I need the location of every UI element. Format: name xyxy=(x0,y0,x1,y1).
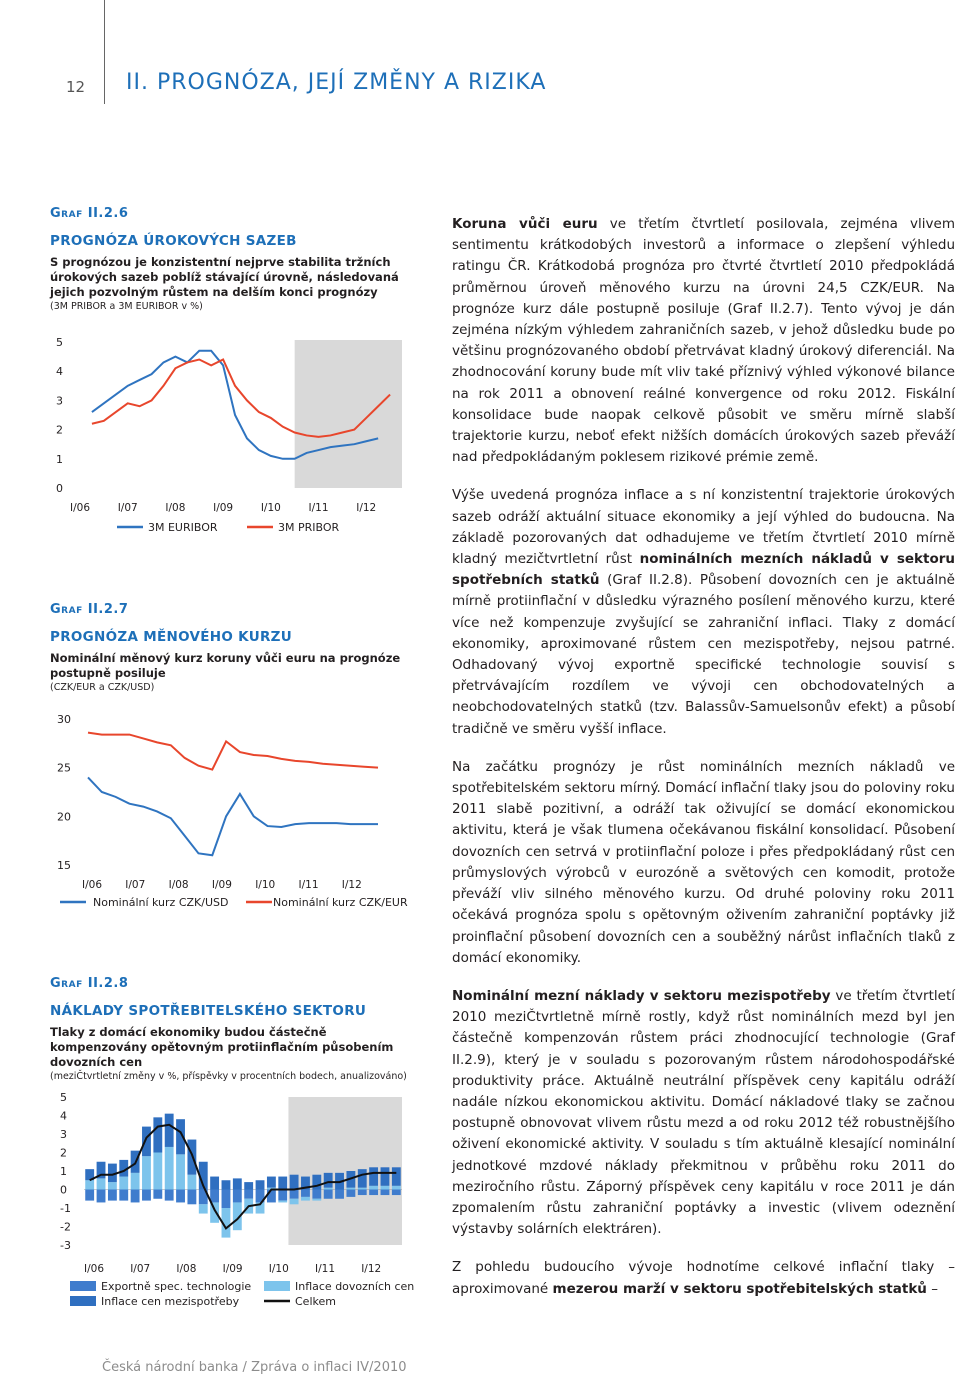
bar-segment xyxy=(278,1201,287,1203)
y-tick-label: 1 xyxy=(60,1165,67,1178)
bar-segment xyxy=(142,1190,151,1201)
bar-segment xyxy=(97,1178,106,1189)
y-tick-label: 5 xyxy=(60,1091,67,1104)
x-tick-label: I/06 xyxy=(70,502,90,514)
bar-segment xyxy=(267,1177,276,1188)
section-title: II. PROGNÓZA, JEJÍ ZMĚNY A RIZIKA xyxy=(126,70,547,95)
bar-segment xyxy=(165,1147,174,1190)
y-tick-label: 4 xyxy=(60,1109,67,1123)
y-tick-label: 0 xyxy=(56,482,63,495)
x-tick-label: I/09 xyxy=(213,502,234,514)
bar-segment xyxy=(187,1190,196,1205)
bar-segment xyxy=(369,1190,378,1196)
legend-label: Nominální kurz CZK/EUR xyxy=(273,896,408,909)
bar-segment xyxy=(176,1190,185,1203)
x-tick-label: I/08 xyxy=(165,502,186,514)
y-tick-label: 3 xyxy=(60,1128,67,1141)
figure-unit: (CZK/EUR a CZK/USD) xyxy=(50,682,155,693)
x-tick-label: I/08 xyxy=(176,1263,197,1275)
bar-segment xyxy=(392,1167,401,1186)
bar-segment xyxy=(290,1175,299,1190)
paragraph: Nominální mezní náklady v sektoru mezispotřeby ve třetím čtvrtletí 2010 meziČtvrtletně mírně rostly, když růst nominálních mezd byl jen částečně kompenzován růstem práci zhodnocující technologie (Graf II.2.9), který je v souladu s pozorovaným růstem národohospodářské produktivity práce. Aktuálně neutrální příspěvek ceny kapitálu odráží nadále nízkou ekonomickou aktivitu. Domácí nákladové tlaky se začnou postupně obnovovat vlivem růstu mezd a od roku 2012 též robustnějšího oživení ekonomické aktivity. V souladu s tím aktuálně klesající nominální jednotkové mzdové náklady překmitnou v průběhu roku 2011 do meziročního růstu. Záporný příspěvek ceny kapitálu v roce 2011 je dán zpomalením růstu zahraniční poptávky a investic (vlivem odeznění výstavby solárních elektráren). xyxy=(452,987,955,1238)
paragraph: Koruna vůči euru ve třetím čtvrtletí posilovala, zejména vlivem sentimentu krátkodobých investorů a informace o zlepšení výhledu ratingu ČR. Krátkodobá prognóza pro čtvrté čtvrtletí 2010 předpokládá průměrnou úroveň měnového kurzu na úrovni 24,5 CZK/EUR. Na prognóze kurz dále postupně posiluje (Graf II.2.7). Tento vývoj je dán zejména nízkým výhledem zahraničních sazeb, v jehož důsledku bude po většinu prognózovaného období přetrvávat kladný úrokový diferenciál. Na zhodnocování koruny bude mít vliv také příznivý výhled výkonové bilance na rok 2011 a obnovení reálné konvergence od roku 2012. Fiskální konsolidace bude naopak celkově působit ve směru mírně slabší trajektorie kurzu, neboť efekt nižších domácích úrokových sazeb převáží nad předpokládaným poklesem rizikové prémie země. xyxy=(452,216,955,466)
legend-label: Celkem xyxy=(295,1295,336,1308)
bar-segment xyxy=(392,1186,401,1190)
forecast-shading xyxy=(295,340,402,488)
x-tick-label: I/07 xyxy=(125,879,146,891)
bar-segment xyxy=(222,1180,231,1189)
footer: Česká národní banka / Zpráva o inflaci IV/2010 xyxy=(102,1360,407,1375)
interest-rate-chart xyxy=(50,325,420,545)
bar-segment xyxy=(392,1190,401,1196)
bar-segment xyxy=(324,1190,333,1199)
bar-segment xyxy=(119,1190,128,1201)
paragraph: Z pohledu budoucího vývoje hodnotíme celkové inflační tlaky – aproximované mezerou marží v sektoru spotřebitelských statků – xyxy=(452,1259,955,1297)
y-tick-label: -3 xyxy=(60,1239,71,1252)
figure-label: Graf II.2.8 xyxy=(50,976,129,991)
y-tick-label: 5 xyxy=(56,336,63,349)
page-number: 12 xyxy=(66,78,86,96)
legend-swatch xyxy=(264,1281,290,1291)
x-tick-label: I/11 xyxy=(298,879,319,891)
bar-segment xyxy=(153,1190,162,1199)
bar-segment xyxy=(153,1117,162,1152)
paragraph: Výše uvedená prognóza inflace a s ní konzistentní trajektorie úrokových sazeb odráží aktuální situace ekonomiky a její výhled do budoucna. Na základě pozorovaných dat odhadujeme ve třetím čtvrtletí 2010 mírně kladný mezičtvrtletní růst nominálních mezních nákladů v sektoru spotřebních statků (Graf II.2.8). Působení dovozních cen je aktuálně mírně protiinflační v důsledku výrazného posílení měnového kurzu, které více než kompenzuje zvyšující se zahraniční inflaci. Tlaky z domácí ekonomiky, aproximované růstem cen mezispotřeby, nejsou patrné. Odhadovaný vývoj exportně specifické technologie souvisí s přetrvávajícím rozdílem ve vývoji cen obchodovatelných a neobchodovatelných statků (tzv. Balassův-Samuelsonův efekt) a působí tradičně ve směru vyšší inflace. xyxy=(452,487,955,737)
bar-segment xyxy=(142,1127,151,1157)
bar-segment xyxy=(244,1182,253,1189)
bar-segment xyxy=(346,1190,355,1197)
text-column xyxy=(452,214,955,1317)
bar-segment xyxy=(301,1190,310,1197)
bar-segment xyxy=(244,1190,253,1199)
bar-segment xyxy=(199,1204,208,1213)
figure-subtitle: Tlaky z domácí ekonomiky budou částečně kompenzovány opětovným protiinflačním působením dovozních cen xyxy=(50,1025,394,1069)
bar-segment xyxy=(312,1190,321,1199)
bar-segment xyxy=(358,1190,367,1196)
figure-title: NÁKLADY SPOTŘEBITELSKÉHO SEKTORU xyxy=(50,1003,367,1019)
y-tick-label: 3 xyxy=(56,394,63,408)
legend-label: Inflace cen mezispotřeby xyxy=(101,1295,240,1308)
x-tick-label: I/09 xyxy=(211,879,232,891)
x-tick-label: I/07 xyxy=(130,1263,151,1275)
figure-unit: (3M PRIBOR a 3M EURIBOR v %) xyxy=(50,301,203,312)
x-tick-label: I/10 xyxy=(255,879,276,891)
bar-segment xyxy=(369,1186,378,1190)
y-tick-label: 20 xyxy=(57,810,71,824)
header-rule xyxy=(104,0,105,104)
bar-segment xyxy=(187,1175,196,1190)
y-tick-label: 4 xyxy=(56,365,63,379)
legend-label: Exportně spec. technologie xyxy=(101,1280,252,1293)
bar-segment xyxy=(358,1188,367,1190)
bar-segment xyxy=(85,1190,94,1201)
bar-segment xyxy=(153,1153,162,1190)
y-tick-label: 1 xyxy=(56,452,63,466)
x-tick-label: I/06 xyxy=(84,1263,104,1275)
figure-label: Graf II.2.6 xyxy=(50,206,129,221)
y-tick-label: -1 xyxy=(60,1202,71,1215)
bar-segment xyxy=(278,1190,287,1201)
bar-segment xyxy=(267,1190,276,1203)
series-line xyxy=(88,777,378,855)
figure-subtitle: Nominální měnový kurz koruny vůči euru na prognóze postupně posiluje xyxy=(50,651,401,680)
legend-label: 3M PRIBOR xyxy=(278,521,340,534)
bar-segment xyxy=(381,1190,390,1196)
bar-segment xyxy=(119,1177,128,1190)
y-tick-label: 15 xyxy=(57,859,71,872)
figure-interest-rates xyxy=(50,206,415,312)
series-line xyxy=(88,733,378,770)
legend-label: Nominální kurz CZK/USD xyxy=(93,896,229,909)
bar-segment xyxy=(108,1182,117,1189)
bar-segment xyxy=(369,1167,378,1186)
bar-segment xyxy=(290,1199,299,1205)
x-tick-label: I/12 xyxy=(356,502,377,514)
x-tick-label: I/07 xyxy=(117,502,138,514)
bar-segment xyxy=(346,1188,355,1190)
bar-segment xyxy=(324,1188,333,1190)
exchange-rate-chart xyxy=(50,705,420,915)
bar-segment xyxy=(358,1169,367,1188)
bar-segment xyxy=(335,1190,344,1199)
figure-label: Graf II.2.7 xyxy=(50,602,129,617)
bar-segment xyxy=(165,1114,174,1147)
bar-segment xyxy=(301,1197,310,1201)
bar-segment xyxy=(108,1190,117,1201)
bar-segment xyxy=(97,1190,106,1203)
figure-subtitle: S prognózou je konzistentní nejprve stabilita tržních úrokových sazeb poblíž stávající úrovně, následovaná jejich pozvolným růstem na delším konci prognózy xyxy=(50,255,399,299)
x-tick-label: I/09 xyxy=(222,1263,243,1275)
bar-segment xyxy=(85,1180,94,1189)
y-tick-label: 30 xyxy=(57,713,71,726)
bar-segment xyxy=(233,1190,242,1203)
x-tick-label: I/12 xyxy=(341,879,362,891)
y-tick-label: -2 xyxy=(60,1220,71,1234)
figure-title: PROGNÓZA MĚNOVÉHO KURZU xyxy=(50,629,293,645)
y-tick-label: 2 xyxy=(56,423,63,437)
bar-segment xyxy=(381,1186,390,1190)
x-tick-label: I/10 xyxy=(268,1263,289,1275)
legend-swatch xyxy=(70,1296,96,1306)
legend-label: 3M EURIBOR xyxy=(148,521,218,534)
bar-segment xyxy=(324,1173,333,1188)
x-tick-label: I/12 xyxy=(361,1263,382,1275)
x-tick-label: I/06 xyxy=(82,879,102,891)
figure-exchange-rate xyxy=(50,602,415,693)
x-tick-label: I/11 xyxy=(315,1263,335,1275)
x-tick-label: I/10 xyxy=(260,502,281,514)
y-tick-label: 2 xyxy=(60,1146,67,1160)
bar-segment xyxy=(290,1190,299,1199)
legend-swatch xyxy=(70,1281,96,1291)
x-tick-label: I/11 xyxy=(308,502,329,514)
bar-segment xyxy=(176,1154,185,1189)
bar-segment xyxy=(165,1190,174,1201)
legend-label: Inflace dovozních cen xyxy=(295,1280,415,1293)
consumer-costs-chart xyxy=(50,1085,425,1325)
y-tick-label: 25 xyxy=(57,761,71,775)
figure-unit: (meziČtvrtletní změny v %, příspěvky v procentních bodech, anualizováno) xyxy=(50,1071,407,1082)
bar-segment xyxy=(278,1177,287,1190)
paragraph: Na začátku prognózy je růst nominálních mezních nákladů ve spotřebitelském sektoru mírný. Domácí inflační tlaky jsou do poloviny roku 2011 slabě pozitivní, a odráží tak oživující se domácí ekonomickou aktivitu, která je však tlumena očekávanou fiskální konsolidací. Působení dovozních cen setrvá v protiinflační poloze i přes předpokládaný růst cen průmyslových výrobců v eurozóně a světových cen komodit, protože převáží vliv silného měnového kurzu. Od druhé poloviny roku 2011 očekává prognóza spolu s opětovným oživením zahraniční poptávky již proinflační působení dovozních cen a souběžný nárůst inflačních tlaků z domácí ekonomiky. xyxy=(452,758,955,966)
bar-segment xyxy=(312,1199,321,1201)
bar-segment xyxy=(131,1173,140,1190)
y-tick-label: 0 xyxy=(60,1183,67,1197)
x-tick-label: I/08 xyxy=(168,879,189,891)
bar-segment xyxy=(256,1180,265,1189)
bar-segment xyxy=(210,1190,219,1203)
bar-segment xyxy=(210,1177,219,1190)
bar-segment xyxy=(131,1190,140,1203)
figure-title: PROGNÓZA ÚROKOVÝCH SAZEB xyxy=(50,233,297,249)
bar-segment xyxy=(381,1167,390,1186)
bar-segment xyxy=(233,1178,242,1189)
figure-consumer-costs xyxy=(50,976,415,1082)
bar-segment xyxy=(142,1156,151,1189)
bar-segment xyxy=(222,1190,231,1209)
